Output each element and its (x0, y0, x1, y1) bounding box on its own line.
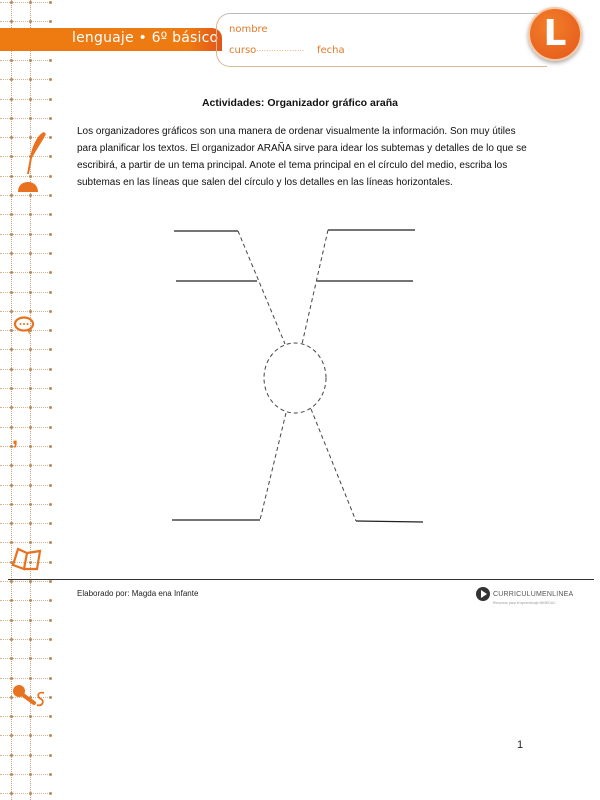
page-number: 1 (517, 739, 524, 751)
subtopic-leg-top-left[interactable] (238, 231, 285, 344)
curso-label: curso (229, 45, 257, 56)
main-topic-circle[interactable] (264, 343, 326, 413)
play-icon (476, 587, 490, 601)
brand-tagline: Recursos para el aprendizaje MINEDUC (493, 601, 556, 605)
comma-icon: , (12, 424, 19, 449)
subtopic-leg-bottom-left[interactable] (260, 413, 286, 520)
logo-letter: L (543, 13, 567, 54)
brand-logo (476, 586, 574, 605)
fecha-label: fecha (317, 45, 345, 56)
author-credit: Elaborado por: Magda ena Infante (77, 589, 199, 598)
subtopic-leg-bottom-right[interactable] (311, 409, 356, 521)
subject-grade-label: lenguaje • 6º básico (72, 30, 219, 46)
detail-line-bottom-right[interactable] (356, 521, 423, 522)
nombre-label: nombre (229, 24, 268, 35)
subtopic-leg-top-right[interactable] (302, 230, 328, 344)
curso-dots: ................... (256, 44, 305, 53)
activity-title: Actividades: Organizador gráfico araña (201, 97, 399, 109)
brand-name: CURRICULUMENLINEA (493, 591, 574, 598)
footer-divider (8, 579, 594, 580)
instructions-paragraph: Los organizadores gráficos son una manera de ordenar visualmente la información. Son muy útiles para planificar los textos. El organizador ARAÑA sirve para idear los subtemas y detalles de lo que se escribirá, a partir de un tema principal. Anote el tema principal en el círculo del medio, escriba los subtemas en las líneas que salen del círculo y los detalles en las líneas horizontales. (77, 126, 527, 188)
